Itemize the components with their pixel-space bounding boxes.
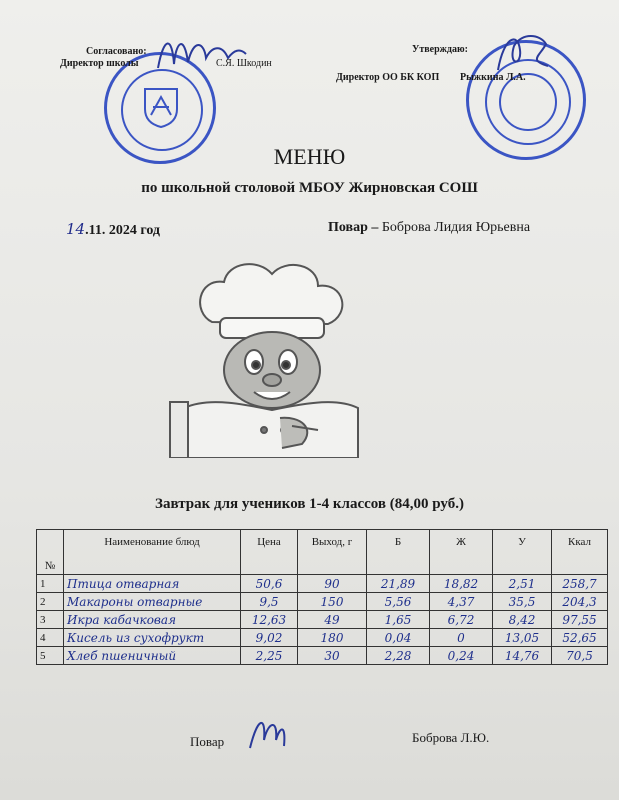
table-row <box>37 575 608 593</box>
cell-weight: 150 <box>298 593 367 611</box>
cell-b: 0,04 <box>367 629 430 647</box>
director-org-name: Рыжкина Л.А. <box>460 72 526 83</box>
cell-b: 1,65 <box>367 611 430 629</box>
cook-signature <box>244 710 290 754</box>
table-row <box>37 647 608 665</box>
col-b: Б <box>367 530 430 575</box>
cell-u: 2,51 <box>493 575 552 593</box>
col-kcal: Ккал <box>552 530 608 575</box>
cell-price: 9,5 <box>241 593 298 611</box>
table-row <box>37 629 608 647</box>
cell-zh: 6,72 <box>430 611 493 629</box>
director-school-label: Директор школы <box>60 58 139 69</box>
director-school-name: С.Я. Шкодин <box>216 58 272 69</box>
chef-illustration <box>162 258 376 458</box>
cell-price: 9,02 <box>241 629 298 647</box>
coat-of-arms-icon <box>141 85 181 129</box>
cell-zh: 0 <box>430 629 493 647</box>
cell-n: 3 <box>37 611 64 629</box>
footer-cook-name: Боброва Л.Ю. <box>412 730 490 745</box>
cell-n: 1 <box>37 575 64 593</box>
cell-weight: 90 <box>298 575 367 593</box>
cell-u: 14,76 <box>493 647 552 665</box>
cell-kcal: 52,65 <box>552 629 608 647</box>
cell-name: Птица отварная <box>64 575 241 593</box>
cell-zh: 0,24 <box>430 647 493 665</box>
cell-u: 8,42 <box>493 611 552 629</box>
date-line <box>66 220 160 239</box>
cell-kcal: 204,3 <box>552 593 608 611</box>
cell-price: 50,6 <box>241 575 298 593</box>
cell-name: Макароны отварные <box>64 593 241 611</box>
cell-n: 2 <box>37 593 64 611</box>
cell-weight: 30 <box>298 647 367 665</box>
page-title: МЕНЮ <box>273 144 346 169</box>
subtitle: по школьной столовой МБОУ Жирновская СОШ <box>141 180 478 196</box>
cell-weight: 49 <box>298 611 367 629</box>
cook-line <box>328 220 530 236</box>
cell-name: Хлеб пшеничный <box>64 647 241 665</box>
table-header-row <box>37 530 608 575</box>
cell-zh: 4,37 <box>430 593 493 611</box>
director-org-signature <box>488 26 558 76</box>
cell-weight: 180 <box>298 629 367 647</box>
approved-label: Утверждаю: <box>412 44 468 55</box>
col-zh: Ж <box>430 530 493 575</box>
col-num: № <box>37 530 64 575</box>
col-weight: Выход, г <box>298 530 367 575</box>
cell-b: 21,89 <box>367 575 430 593</box>
menu-table <box>36 529 608 665</box>
cell-price: 12,63 <box>241 611 298 629</box>
cell-zh: 18,82 <box>430 575 493 593</box>
cell-b: 2,28 <box>367 647 430 665</box>
cell-kcal: 258,7 <box>552 575 608 593</box>
cell-b: 5,56 <box>367 593 430 611</box>
director-org-label: Директор ОО БК КОП <box>336 72 440 83</box>
col-name: Наименование блюд <box>64 530 241 575</box>
cell-n: 5 <box>37 647 64 665</box>
cell-price: 2,25 <box>241 647 298 665</box>
cell-u: 13,05 <box>493 629 552 647</box>
section-title: Завтрак для учеников 1-4 классов (84,00 руб.) <box>155 496 464 512</box>
cell-n: 4 <box>37 629 64 647</box>
date-rest: .11. 2024 год <box>85 223 161 238</box>
cell-name: Кисель из сухофрукт <box>64 629 241 647</box>
cook-label: Повар – <box>328 220 379 235</box>
cell-u: 35,5 <box>493 593 552 611</box>
table-row <box>37 593 608 611</box>
agreed-label: Согласовано: <box>86 46 147 57</box>
cook-name: Боброва Лидия Юрьевна <box>381 220 531 235</box>
col-price: Цена <box>241 530 298 575</box>
cell-name: Икра кабачковая <box>64 611 241 629</box>
footer-cook-label: Повар <box>190 734 225 749</box>
col-u: У <box>493 530 552 575</box>
cell-kcal: 97,55 <box>552 611 608 629</box>
date-day: 14 <box>66 220 86 238</box>
cell-kcal: 70,5 <box>552 647 608 665</box>
table-row <box>37 611 608 629</box>
